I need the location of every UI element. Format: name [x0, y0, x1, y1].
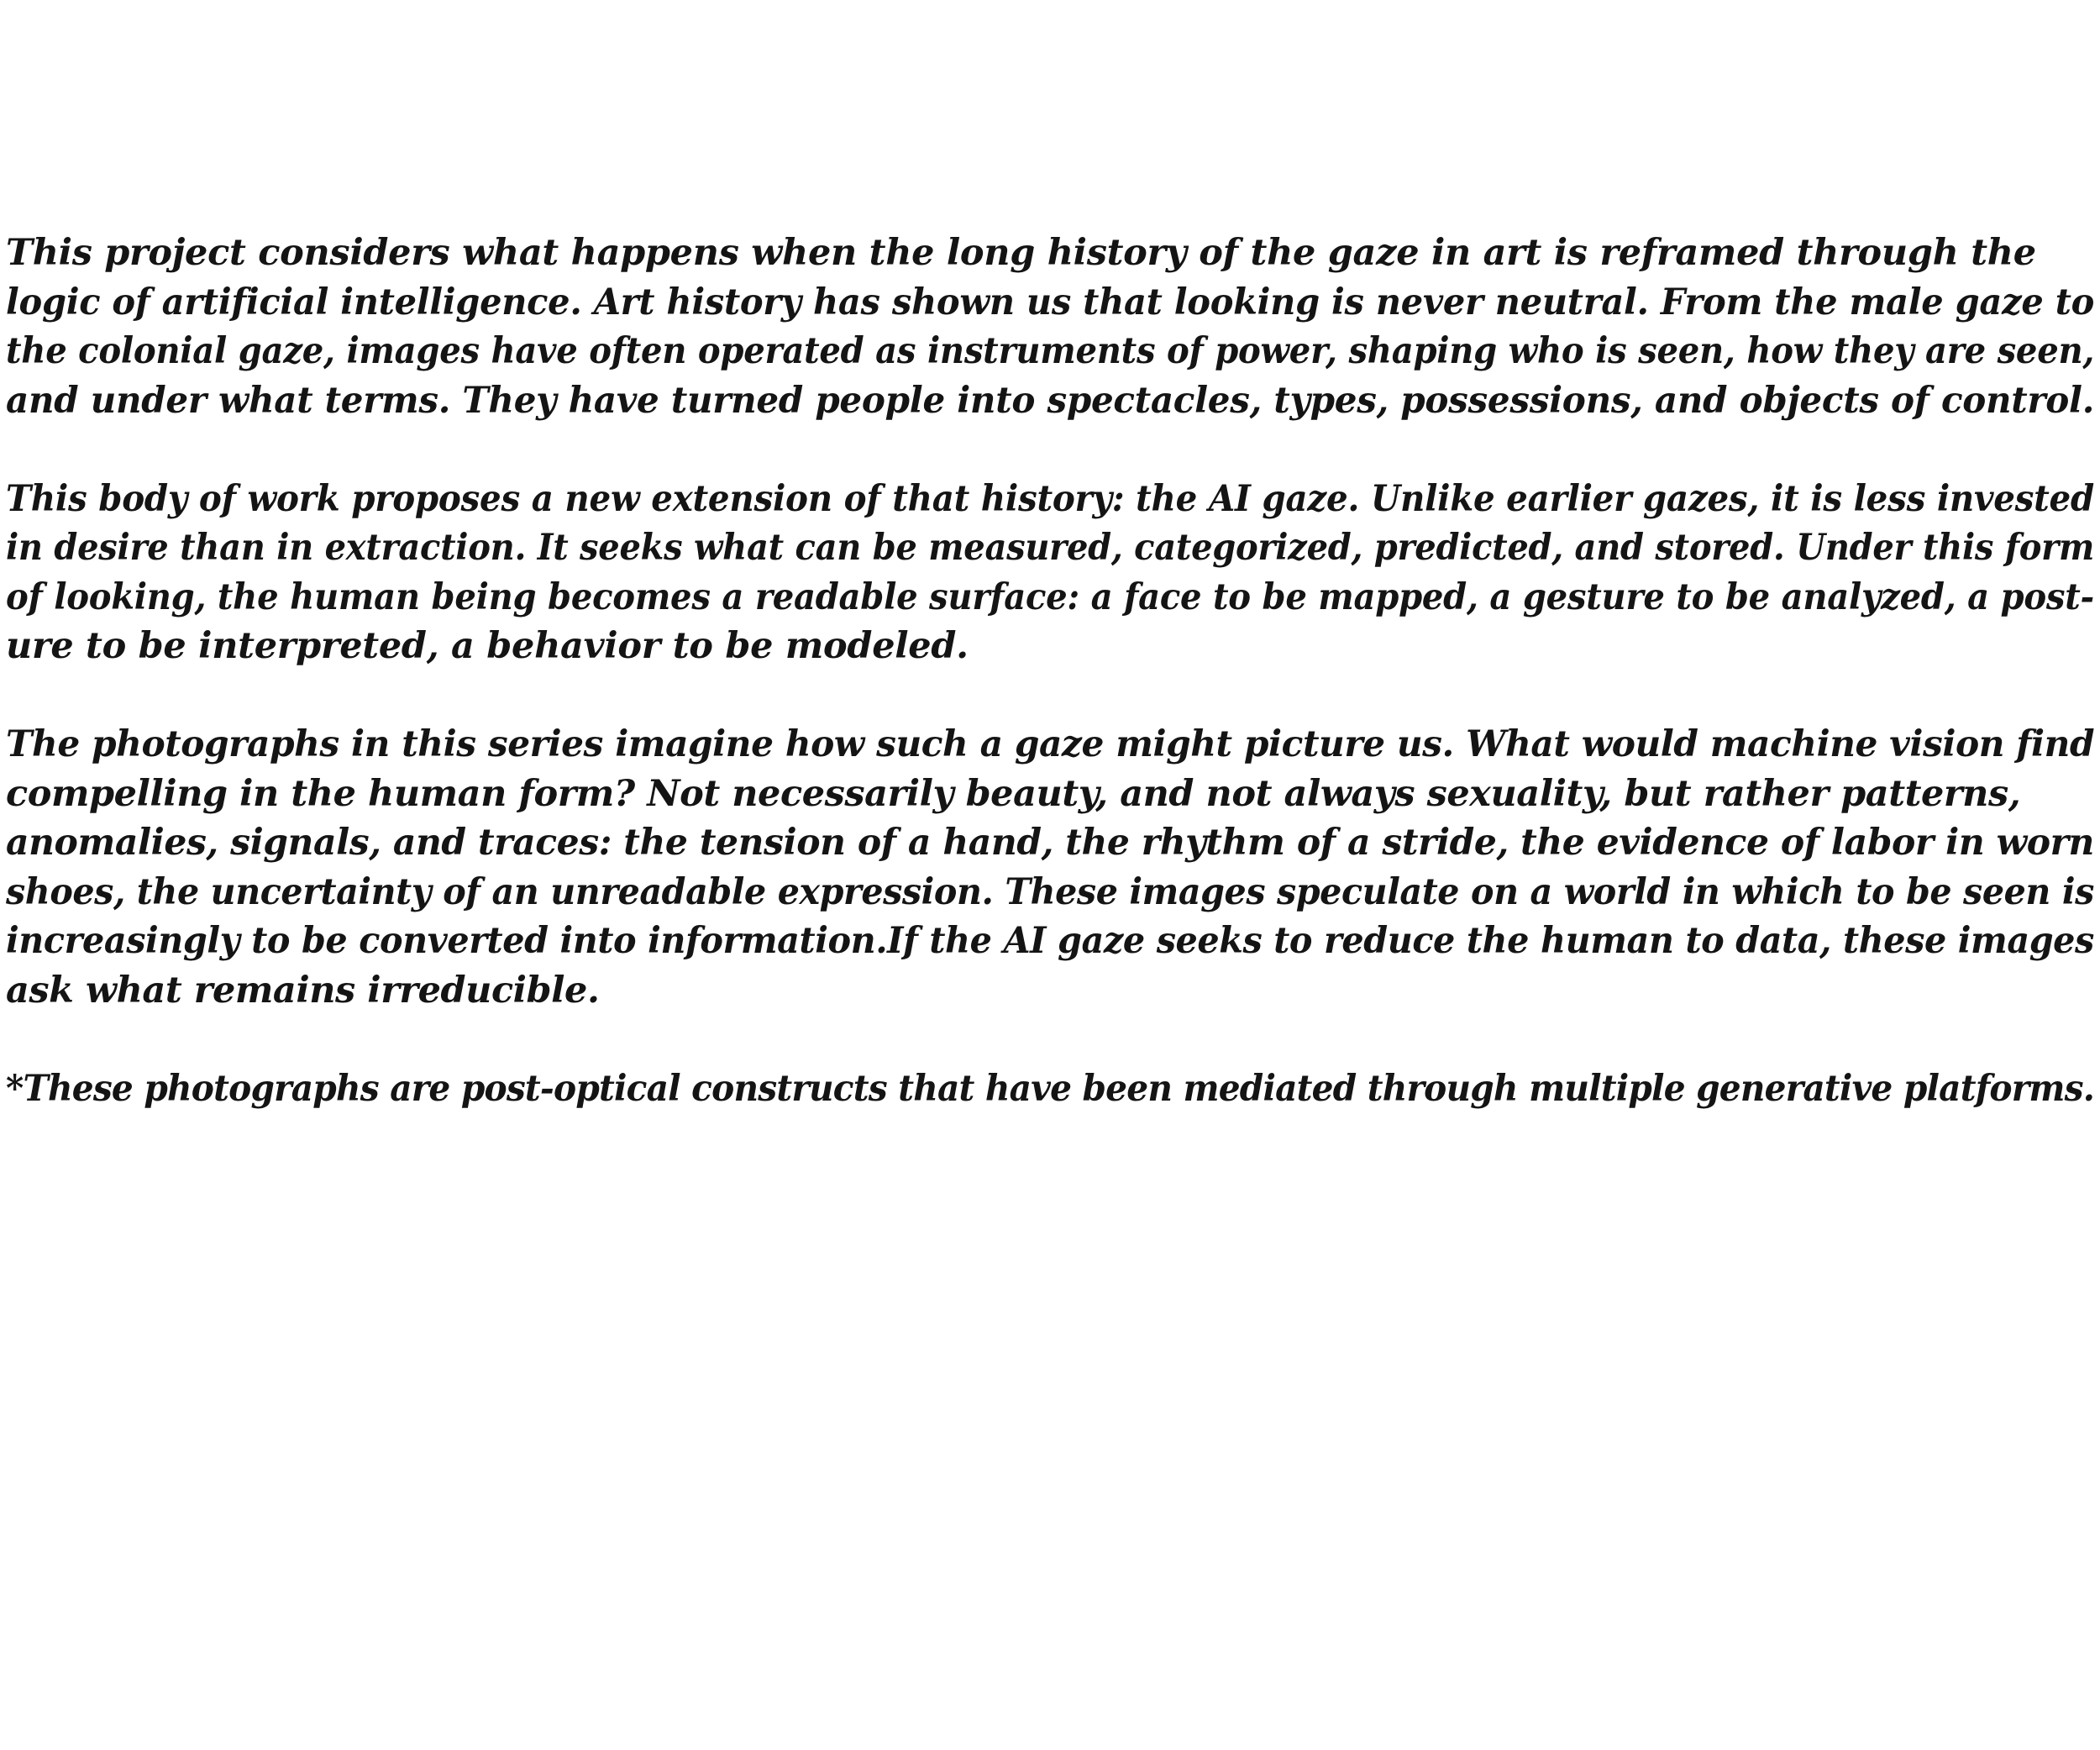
paragraph-line: compelling in the human form? Not necessarily beauty, and not always sexuality, but rather patterns,	[6, 772, 2021, 815]
paragraph-line: of looking, the human being becomes a readable surface: a face to be mapped, a gesture to be analyzed, a post-	[6, 575, 2094, 618]
paragraph-line: ure to be interpreted, a behavior to be modeled.	[6, 625, 969, 667]
artist-statement	[6, 229, 2097, 1163]
paragraph-line: and under what terms. They have turned people into spectacles, types, possessions, and objects of control.	[6, 379, 2095, 422]
paragraph-line: logic of artificial intelligence. Art history has shown us that looking is never neutral. From the male gaze to	[6, 281, 2095, 323]
paragraph-line: This body of work proposes a new extension of that history: the AI gaze. Unlike earlier gazes, it is less invested	[6, 477, 2094, 520]
paragraph-line: the colonial gaze, images have often operated as instruments of power, shaping who is seen, how they are seen,	[6, 330, 2095, 372]
paragraph-line: This project considers what happens when the long history of the gaze in art is reframed through the	[6, 232, 2036, 274]
paragraph-line: The photographs in this series imagine how such a gaze might picture us. What would machine vision find	[6, 723, 2095, 765]
paragraph-line: shoes, the uncertainty of an unreadable expression. These images speculate on a world in which to be seen is	[6, 870, 2094, 913]
paragraph-line: in desire than in extraction. It seeks what can be measured, categorized, predicted, and stored. Under this form	[6, 527, 2095, 569]
statement-paragraph-3	[6, 720, 2097, 1015]
paragraph-line: anomalies, signals, and traces: the tension of a hand, the rhythm of a stride, the evidence of labor in worn	[6, 822, 2095, 864]
paragraph-line: increasingly to be converted into information.If the AI gaze seeks to reduce the human to data, these images	[6, 920, 2094, 962]
paragraph-line: ask what remains irreducible.	[6, 969, 600, 1012]
statement-paragraph-1	[6, 229, 2097, 425]
footnote-line: *These photographs are post-optical constructs that have been mediated through multiple generative platforms.	[6, 1067, 2095, 1110]
statement-paragraph-2	[6, 475, 2097, 671]
statement-footnote	[6, 1064, 2097, 1114]
